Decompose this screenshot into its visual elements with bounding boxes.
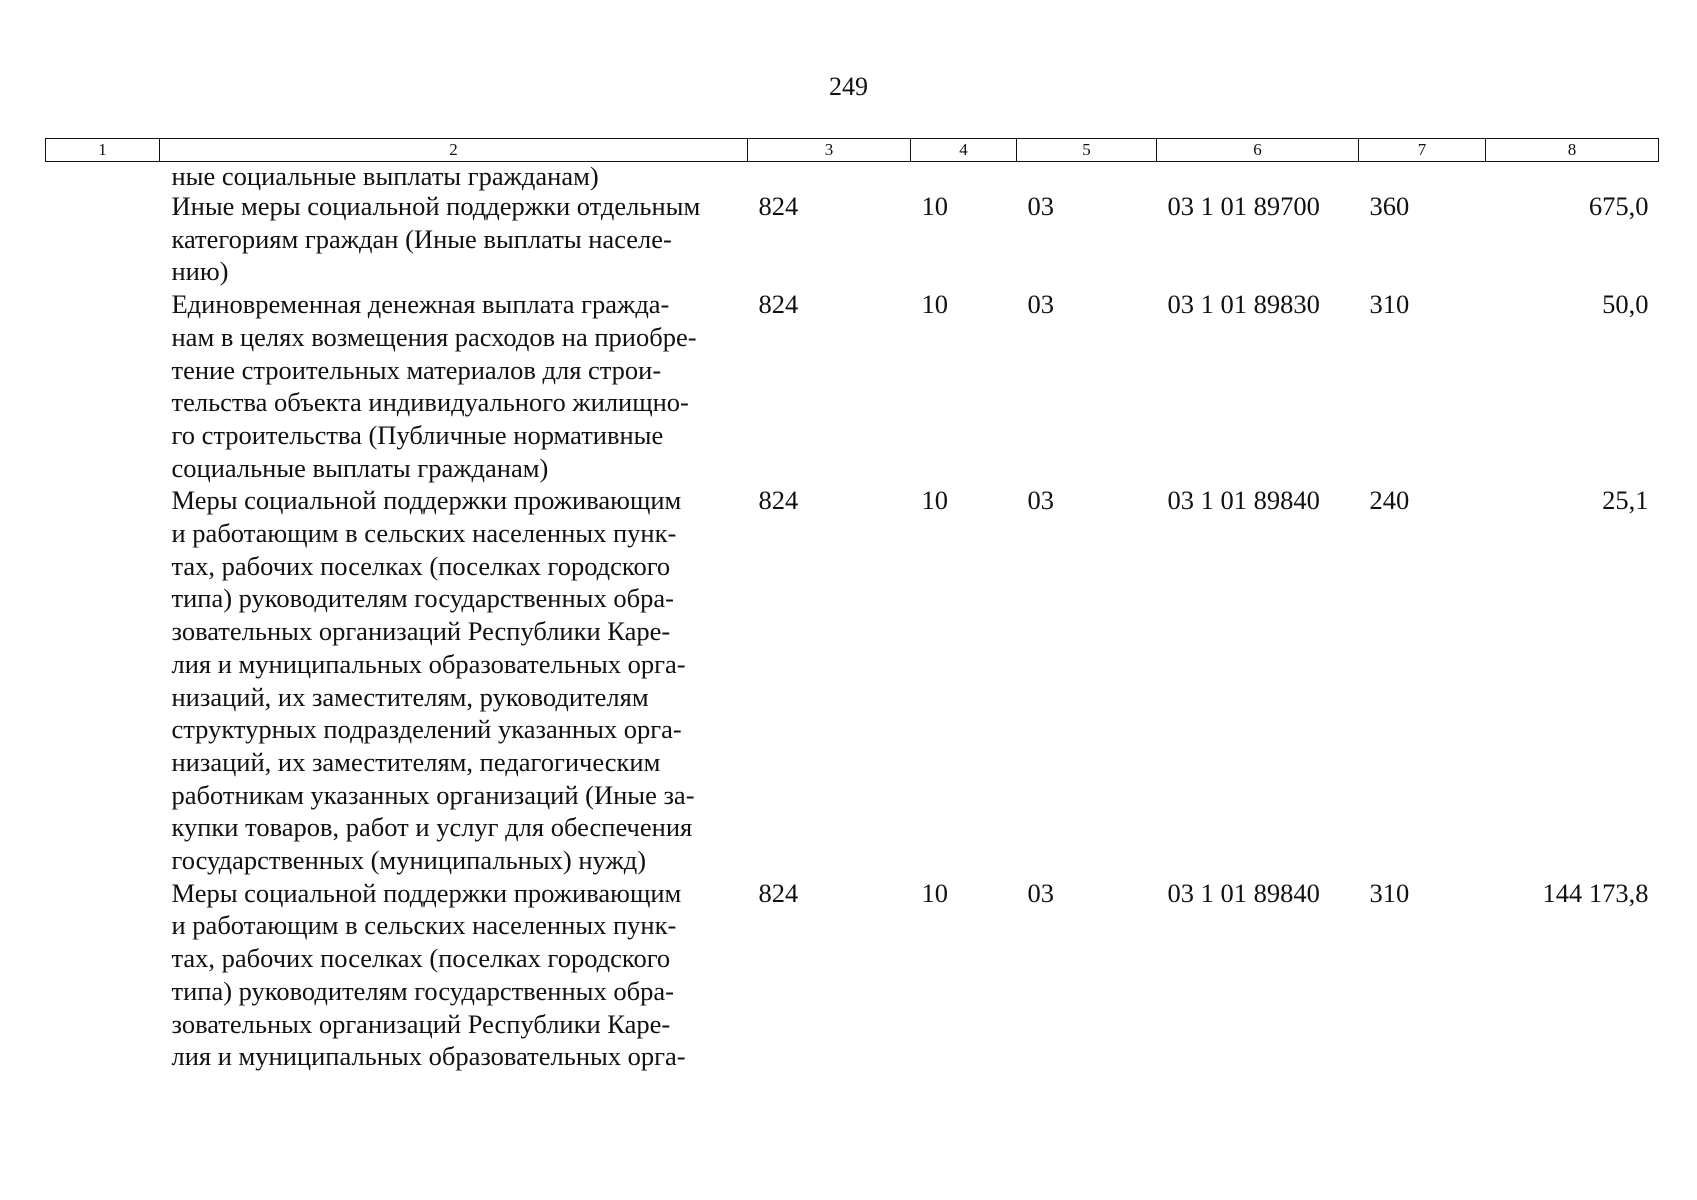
target-article-code: 03 1 01 89700 (1167, 191, 1320, 221)
target-article-code (1157, 162, 1359, 191)
column-number: 2 (160, 139, 748, 162)
ministry-code: 824 (758, 485, 799, 516)
target-article-code: 03 1 01 89840 (1167, 877, 1320, 908)
table-row (46, 288, 1659, 484)
subsection-code: 03 (1027, 191, 1054, 221)
expense-type-code: 310 (1369, 877, 1410, 908)
expense-name: Единовременная денежная выплата гражда- нам в целях возмещения расходов на приобре- тение строительных материалов для строи- тельства объекта индивидуального жилищно- го строительства (Публичные нормативные социальные выплаты гражданам) (171, 289, 697, 483)
expense-type-code: 310 (1369, 289, 1410, 320)
column-number: 6 (1157, 139, 1359, 162)
page-number: 249 (829, 72, 868, 101)
amount: 25,1 (1602, 485, 1649, 516)
subsection-code (1017, 162, 1157, 191)
table-row (46, 190, 1659, 288)
column-number: 7 (1359, 139, 1486, 162)
section-code (911, 162, 1017, 191)
target-article-code: 03 1 01 89840 (1167, 485, 1320, 516)
section-code: 10 (921, 191, 948, 221)
table-row (46, 484, 1659, 876)
column-number: 4 (911, 139, 1017, 162)
column-number: 1 (46, 139, 160, 162)
section-code: 10 (921, 289, 948, 320)
section-code: 10 (921, 877, 948, 908)
column-number: 3 (748, 139, 911, 162)
table-row (46, 162, 1659, 191)
expense-type-code: 240 (1369, 485, 1410, 516)
expense-type-code: 360 (1369, 191, 1410, 221)
column-number: 5 (1017, 139, 1157, 162)
amount: 50,0 (1602, 289, 1649, 320)
section-code: 10 (921, 485, 948, 516)
budget-table (45, 138, 1659, 1073)
subsection-code: 03 (1027, 289, 1054, 320)
expense-name: ные социальные выплаты гражданам) (171, 161, 599, 191)
subsection-code: 03 (1027, 485, 1054, 516)
header-row (46, 139, 1659, 162)
expense-name: Иные меры социальной поддержки отдельным категориям граждан (Иные выплаты населе- нию) (171, 191, 701, 287)
table-row (46, 877, 1659, 1073)
target-article-code: 03 1 01 89830 (1167, 289, 1320, 320)
ministry-code: 824 (758, 191, 799, 221)
expense-name: Меры социальной поддержки проживающим и работающим в сельских населенных пунк- тах, рабочих поселках (поселках городского типа) руководителям государственных обра- зовательных организаций Республики Каре- лия и муниципальных образовательных орга- (171, 877, 686, 1072)
expense-type-code (1359, 162, 1486, 191)
ministry-code (748, 162, 911, 191)
amount (1486, 162, 1659, 191)
expense-name: Меры социальной поддержки проживающим и работающим в сельских населенных пунк- тах, рабочих поселках (поселках городского типа) руководителям государственных обра- зовательных организаций Республики Каре- лия и муниципальных образовательных орга- низаций, их заместителям, руководителям структурных подразделений указанных орга- низаций, их заместителям, педагогическим работникам указанных организаций (Иные за- купки товаров, работ и услуг для обеспечения государственных (муниципальных) нужд) (171, 485, 695, 876)
column-number: 8 (1486, 139, 1659, 162)
ministry-code: 824 (758, 289, 799, 320)
column-number-header (46, 139, 1659, 162)
amount: 675,0 (1588, 191, 1649, 221)
ministry-code: 824 (758, 877, 799, 908)
subsection-code: 03 (1027, 877, 1054, 908)
amount: 144 173,8 (1542, 877, 1649, 908)
